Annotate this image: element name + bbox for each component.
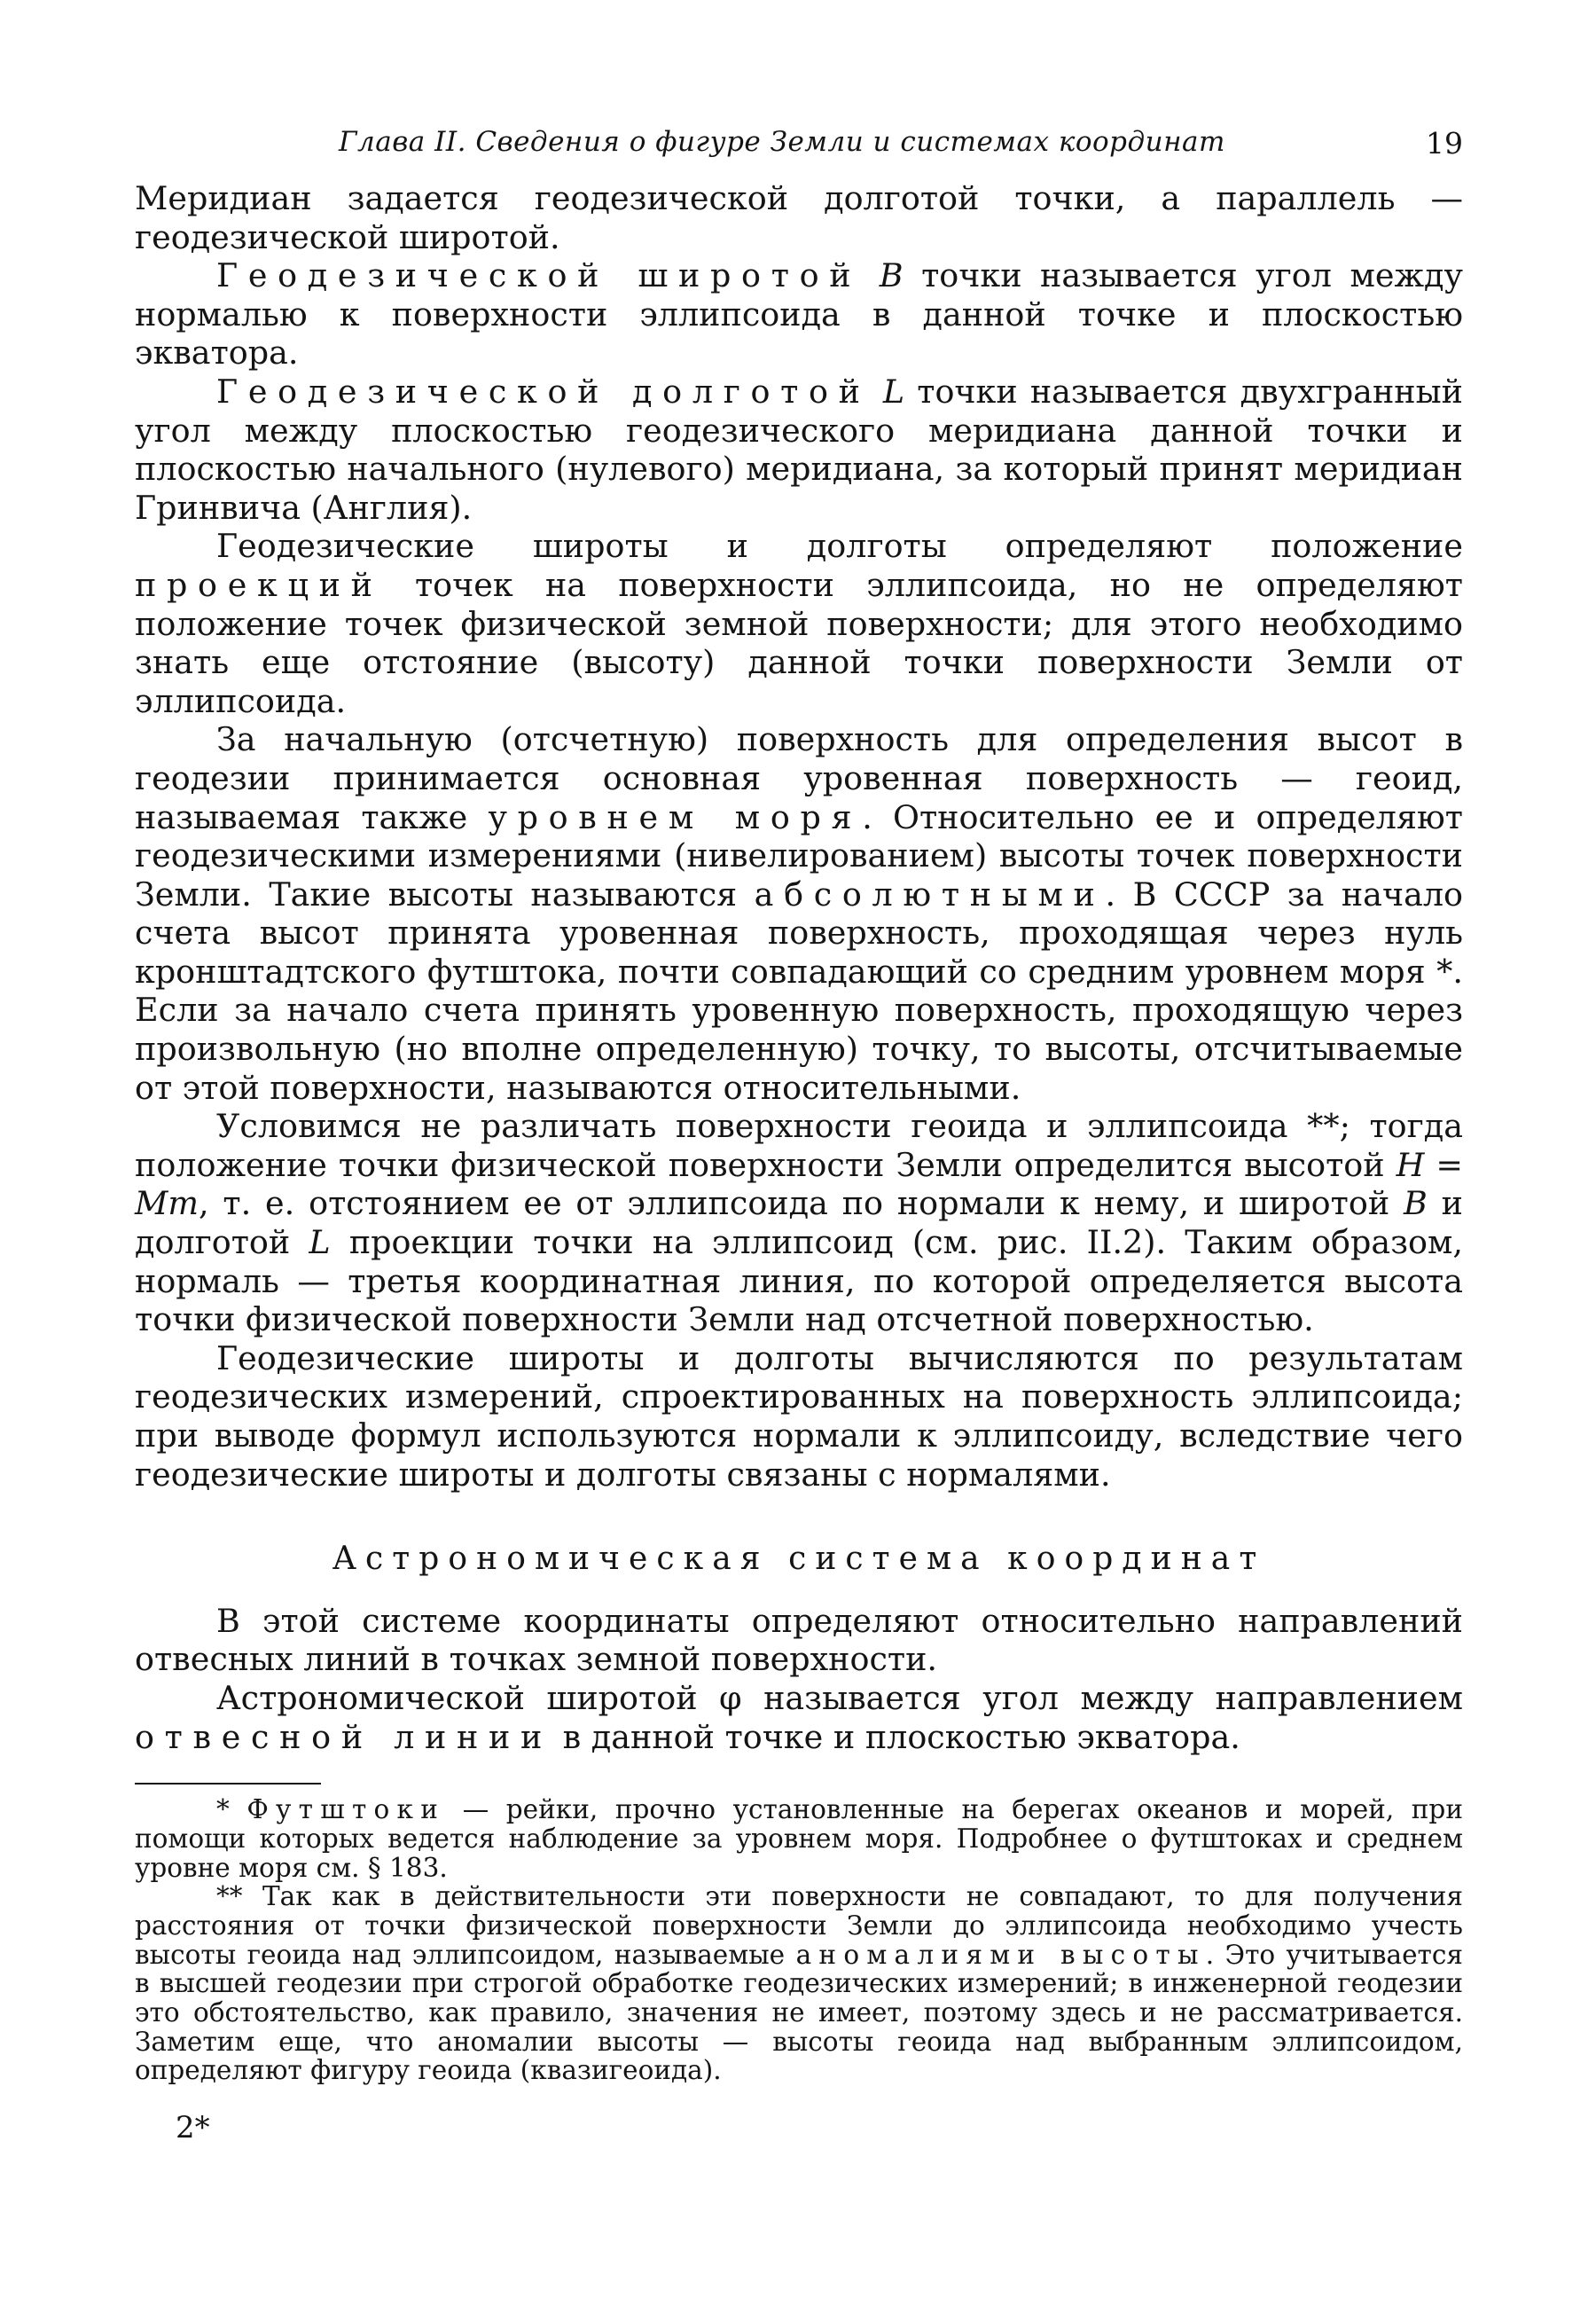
symbol-b: B [879,256,904,295]
signature-mark: 2* [176,2110,210,2146]
term-projections: проекций [135,565,383,604]
symbol-l: L [882,372,905,411]
running-title: Глава II. Сведения о фигуре Земли и системах координат [339,126,1225,158]
footnote-1: * Футштоки — рейки, прочно установленные на берегах океанов и морей, при помощи которых ведется наблюдение за уровнем моря. Подробнее о футштоках и среднем уровне моря см. § 183. [135,1794,1463,1883]
footnote-divider [135,1783,321,1785]
paragraph-astronomic-system: В этой системе координаты определяют относительно направлений отвесных линий в точках земной поверхности. [135,1601,1463,1679]
paragraph-heights: За начальную (отсчетную) поверхность для определения высот в геодезии принимается основная уровенная поверхность — геоид, называемая также уровнем моря. Относительно ее и определяют геодезическими измерениями (нивелированием) высоты точек поверхности Земли. Такие высоты называются абсолютными. В СССР за начало счета высот принята уровенная поверхность, проходящая через нуль кронштадтского футштока, почти совпадающий со средним уровнем моря *. Если за начало счета принять уровенную поверхность, проходящую через произвольную (но вполне определенную) точку, то высоты, отсчитываемые от этой поверхности, называются относительными. [135,720,1464,1107]
paragraph-normal: Условимся не различать поверхности геоида и эллипсоида **; тогда положение точки физической поверхности Земли определится высотой H = Mm, т. е. отстоянием ее от эллипсоида по нормали к нему, и широтой B и долготой L проекции точки на эллипсоид (см. рис. II.2). Таким образом, нормаль — третья координатная линия, по которой определяется высота точки физической поверхности Земли над отсчетной поверхностью. [135,1107,1464,1339]
page-number: 19 [1426,126,1463,161]
paragraph-geodetic-longitude: Геодезической долготой L точки называется двухгранный угол между плоскостью геодезического меридиана данной точки и плоскостью начального (нулевого) меридиана, за который принят меридиан Гринвича (Англия). [135,372,1463,527]
paragraph-astronomic-latitude: Астрономической широтой φ называется угол между направлением отвесной линии в данной точке и плоскостью экватора. [135,1678,1463,1756]
page-header [135,126,1463,179]
term-plumb-line: отвесной линии [135,1717,553,1756]
footnotes [135,1795,1463,2085]
book-page [135,126,1463,2145]
term-sea-level: уровнем моря [488,797,863,836]
term-geodetic-latitude: Геодезической широтой [216,256,862,295]
term-height-anomalies: аномалиями высоты [795,1939,1206,1970]
formula-height: H = Mm [135,1145,1463,1223]
paragraph-meridian: Меридиан задается геодезической долготой точки, а параллель — геодезической широтой. [135,179,1463,256]
section-heading: Астрономическая система координат [332,1541,1266,1578]
footnote-2: ** Так как в действительности эти поверхности не совпадают, то для получения расстояния от точки физической поверхности Земли до эллипсоида необходимо учесть высоты геоида над эллипсоидом, называемые аномалиями высоты. Это учитывается в высшей геодезии при строгой обработке геодезических измерений; в инженерной геодезии это обстоятельство, как правило, значения не имеет, поэтому здесь и не рассматривается. Заметим еще, что аномалии высоты — высоты геоида над выбранным эллипсоидом, определяют фигуру геоида (квазигеоида). [135,1881,1463,2086]
paragraph-geodetic-latitude: Геодезической широтой B точки называется угол между нормалью к поверхности эллипсоида в данной точке и плоскостью экватора. [135,256,1463,373]
term-absolute: абсолютными [754,875,1106,914]
main-text [135,179,1463,1756]
term-tide-gauges: Футштоки [246,1794,446,1825]
footnote-marker: ** [216,1881,243,1912]
symbol-b: B [1404,1184,1428,1223]
term-geodetic-longitude: Геодезической долготой [216,372,871,411]
paragraph-computation: Геодезические широты и долготы вычисляются по результатам геодезических измерений, спроектированных на поверхность эллипсоида; при выводе формул используются нормали к эллипсоиду, вследствие чего геодезические широты и долготы связаны с нормалями. [135,1338,1463,1494]
symbol-l: L [309,1223,331,1262]
paragraph-projections: Геодезические широты и долготы определяют положение проекций точек на поверхности эллипсоида, но не определяют положение точек физической земной поверхности; для этого необходимо знать еще отстояние (высоту) данной точки поверхности Земли от эллипсоида. [135,527,1463,720]
footnote-marker: * [216,1794,230,1825]
